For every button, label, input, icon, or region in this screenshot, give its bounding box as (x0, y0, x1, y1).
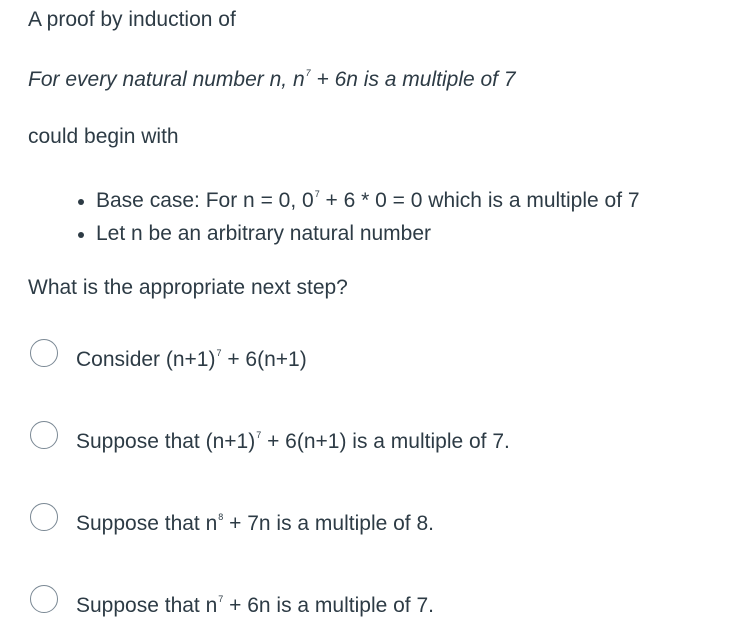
option-exponent: 7 (216, 348, 222, 358)
option-label (76, 430, 510, 454)
theorem-statement (28, 68, 516, 92)
proof-steps-list (74, 186, 640, 252)
radio-button[interactable] (30, 339, 58, 367)
statement-exponent: 7 (305, 68, 311, 78)
answer-option[interactable] (30, 512, 434, 536)
answer-option[interactable] (30, 348, 307, 372)
question-intro: A proof by induction of (28, 8, 236, 31)
question-prompt: What is the appropriate next step? (28, 276, 348, 299)
option-exponent: 8 (218, 512, 224, 522)
option-text: Suppose that (n+1) (76, 430, 256, 453)
radio-button[interactable] (30, 585, 58, 613)
answer-option[interactable] (30, 594, 434, 618)
option-text-end: + 6n is a multiple of 7. (223, 594, 434, 617)
option-text-end: + 7n is a multiple of 8. (223, 512, 434, 535)
answer-option[interactable] (30, 430, 510, 454)
statement-text: For every natural number n, n (28, 68, 305, 91)
bullet-exponent: 7 (314, 189, 320, 199)
option-label (76, 348, 307, 372)
option-text: Suppose that n (76, 512, 218, 535)
statement-text-end: + 6n is a multiple of 7 (310, 68, 516, 91)
option-text: Suppose that n (76, 594, 218, 617)
option-exponent: 7 (218, 594, 224, 604)
option-label (76, 594, 434, 618)
option-exponent: 7 (256, 430, 262, 440)
radio-button[interactable] (30, 421, 58, 449)
radio-button[interactable] (30, 503, 58, 531)
bullet-text-end: + 6 * 0 = 0 which is a multiple of 7 (319, 189, 640, 212)
list-item (74, 219, 640, 252)
option-text-end: + 6(n+1) (221, 348, 307, 371)
question-continuation: could begin with (28, 125, 179, 148)
option-text-end: + 6(n+1) is a multiple of 7. (261, 430, 510, 453)
option-text: Consider (n+1) (76, 348, 216, 371)
bullet-text: Base case: For n = 0, 0 (96, 189, 314, 212)
option-label (76, 512, 434, 536)
list-item (74, 186, 640, 219)
bullet-text: Let n be an arbitrary natural number (96, 222, 432, 245)
